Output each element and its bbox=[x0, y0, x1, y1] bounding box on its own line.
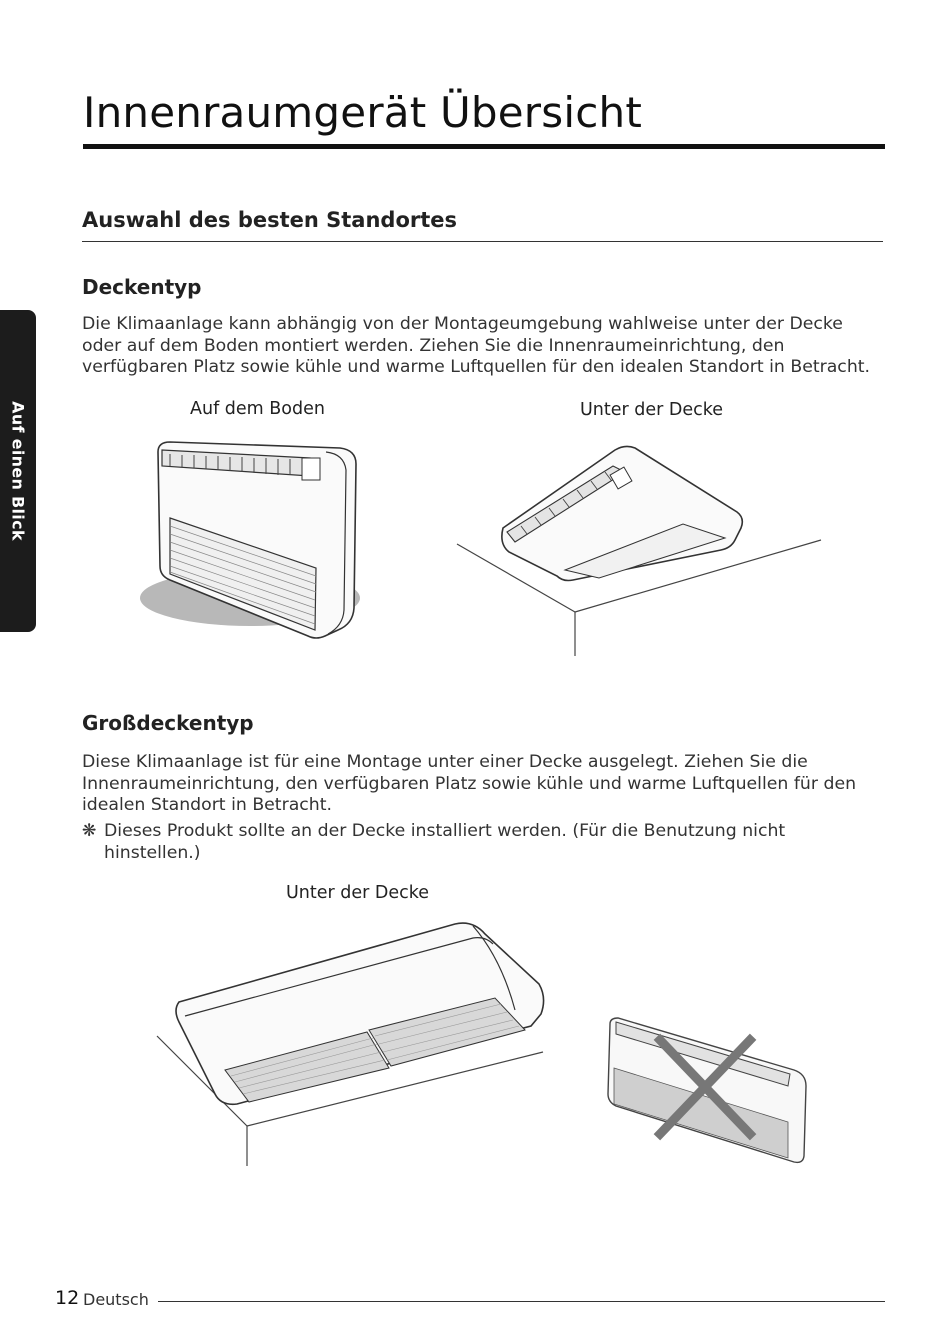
large-ceiling-type-heading: Großdeckentyp bbox=[82, 711, 254, 735]
caption-large-ceiling: Unter der Decke bbox=[286, 883, 430, 903]
caption-ceiling: Unter der Decke bbox=[580, 400, 724, 420]
note-symbol: ❋ bbox=[82, 821, 97, 841]
large-ceiling-unit-illustration bbox=[155, 918, 555, 1168]
side-tab bbox=[0, 310, 36, 632]
crossed-unit-illustration bbox=[600, 1012, 815, 1172]
side-tab-label: Auf einen Blick bbox=[8, 401, 28, 541]
footer-language: Deutsch bbox=[83, 1290, 149, 1309]
section-heading: Auswahl des besten Standortes bbox=[82, 208, 458, 232]
large-ceiling-type-text: Diese Klimaanlage ist für eine Montage unter einer Decke ausgelegt. Ziehen Sie die Innenraumeinrichtung, den verfügbaren Platz sowie kühle und warme Luftquellen für den idealen Standort in Betracht. bbox=[82, 752, 857, 815]
floor-unit-display bbox=[302, 458, 320, 480]
note-text: Dieses Produkt sollte an der Decke installiert werden. (Für die Benutzung nicht hinstellen.) bbox=[104, 821, 786, 863]
footer-rule bbox=[158, 1301, 885, 1302]
caption-floor: Auf dem Boden bbox=[190, 399, 325, 419]
ceiling-type-heading: Deckentyp bbox=[82, 275, 202, 299]
section-rule bbox=[82, 241, 883, 242]
ceiling-type-text: Die Klimaanlage kann abhängig von der Montageumgebung wahlweise unter der Decke oder auf dem Boden montiert werden. Ziehen Sie die Innenraumeinrichtung, den verfügbaren Platz sowie kühle und warme Luftquellen für den idealen Standort in Betracht. bbox=[82, 314, 871, 377]
ceiling-unit-illustration bbox=[455, 440, 825, 660]
note bbox=[82, 821, 887, 864]
page-number: 12 bbox=[55, 1287, 80, 1309]
title-rule bbox=[83, 144, 885, 149]
floor-unit-illustration bbox=[140, 430, 380, 645]
page-title: Innenraumgerät Übersicht bbox=[83, 88, 642, 137]
